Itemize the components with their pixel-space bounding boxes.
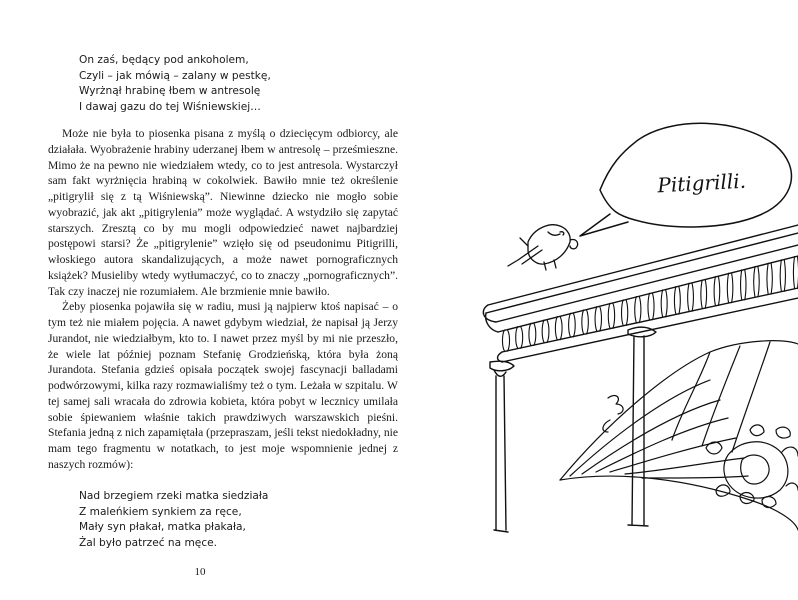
verse-line: Wyrżnął hrabinę łbem w antresolę	[79, 85, 261, 97]
paragraph: Może nie była to piosenka pisana z myślą o dziecięcym odbiorcy, ale działała. Wyobrażenie hrabiny uderzanej łbem w antresolę – prześmieszne. Mimo że na pewno nie wiedziałem wtedy, co to jest antresola. Wystarczył sam fakt wyrżnięcia hrabiną w cokolwiek. Bawiło mnie też określenie „pitigrylił się z tą Wiśniewską”. Niewinne dziecko nie mogło sobie wyobrazić, jak akt „pitigrylenia” może wyglądać. A wstydziło się zapytać starszych. Zresztą co by mu mogli odpowiedzieć nawet najbardziej postępowi starsi? Że „pitigrylenie” wzięło się od pseudonimu Pitigrilli, włoskiego autora skandalizujących, a może nawet pornograficznych książek? Musieliby wtedy wytłumaczyć, co to znaczy „pornograficznych”. Tak czy inaczej nie rozumiałem. Ale brzmienie mnie bawiło.	[48, 127, 398, 298]
columns	[490, 327, 656, 532]
balcony-illustration	[410, 0, 798, 600]
speech-bubble-text: Pitigrilli.	[656, 168, 747, 198]
verse-line: On zaś, będący pod ankoholem,	[79, 54, 249, 66]
parrot-icon	[508, 225, 578, 270]
paragraph: Żeby piosenka pojawiła się w radiu, musi ją najpierw ktoś napisać – o tym też nie miałem pojęcia. A nawet gdybym wiedział, że napisał ją Jerzy Jurandot, nie wiedziałbym, kto to. I nawet przez myśl by mi nie przeszło, że wiele lat później poznam Stefanię Grodzieńską, która była żoną Jurandota. Stefania gdzieś opisała początek swojej fascynacji balladami podwórzowymi, kilka razy rozmawialiśmy też o tym. Leżała w szpitalu. W tej samej sali wracała do zdrowia kobieta, która pobyt w lecznicy umilała sobie śpiewaniem właśnie takich prawdziwych warszawskich pieśni. Stefania jedną z nich zapamiętała (przepraszam, jeśli tekst niedokładny, nie mam tego fragmentu w notatkach, to jest moje wspomnienie jednej z naszych rozmów):	[48, 300, 398, 471]
baluster	[635, 297, 641, 323]
baluster	[780, 260, 785, 291]
baluster	[727, 273, 733, 302]
verse-bottom	[79, 489, 268, 551]
baluster	[555, 317, 562, 340]
baluster	[516, 327, 523, 349]
baluster	[661, 290, 667, 317]
right-page-illustration	[410, 0, 798, 600]
baluster	[754, 267, 759, 297]
baluster	[622, 300, 628, 326]
verse-line: I dawaj gazu do tej Wiśniewskiej…	[79, 100, 261, 113]
baluster	[688, 283, 694, 311]
verse-line: Czyli – jak mówią – zalany w pestkę,	[79, 69, 271, 82]
verse-line: Mały syn płakał, matka płakała,	[79, 521, 246, 533]
verse-top	[79, 53, 271, 115]
baluster	[595, 307, 601, 332]
page-number: 10	[194, 566, 206, 578]
verse-line: Nad brzegiem rzeki matka siedziała	[79, 490, 269, 502]
baluster	[648, 293, 654, 320]
baluster	[569, 313, 576, 337]
baluster	[582, 310, 589, 334]
body-text	[48, 126, 398, 473]
baluster	[714, 277, 720, 306]
baluster	[502, 330, 509, 351]
baluster	[529, 323, 536, 345]
speech-bubble	[580, 123, 791, 236]
baluster	[542, 320, 549, 343]
baluster	[741, 270, 746, 300]
baluster	[767, 263, 772, 294]
baluster	[608, 303, 614, 328]
baluster	[793, 257, 798, 289]
verse-line: Z maleńkiem synkiem za ręce,	[79, 505, 242, 518]
balcony-railing	[483, 225, 798, 362]
baluster	[701, 280, 707, 309]
verse-line: Żal było patrzeć na męce.	[79, 536, 218, 549]
shell-drawing	[560, 341, 798, 530]
baluster	[674, 287, 680, 315]
